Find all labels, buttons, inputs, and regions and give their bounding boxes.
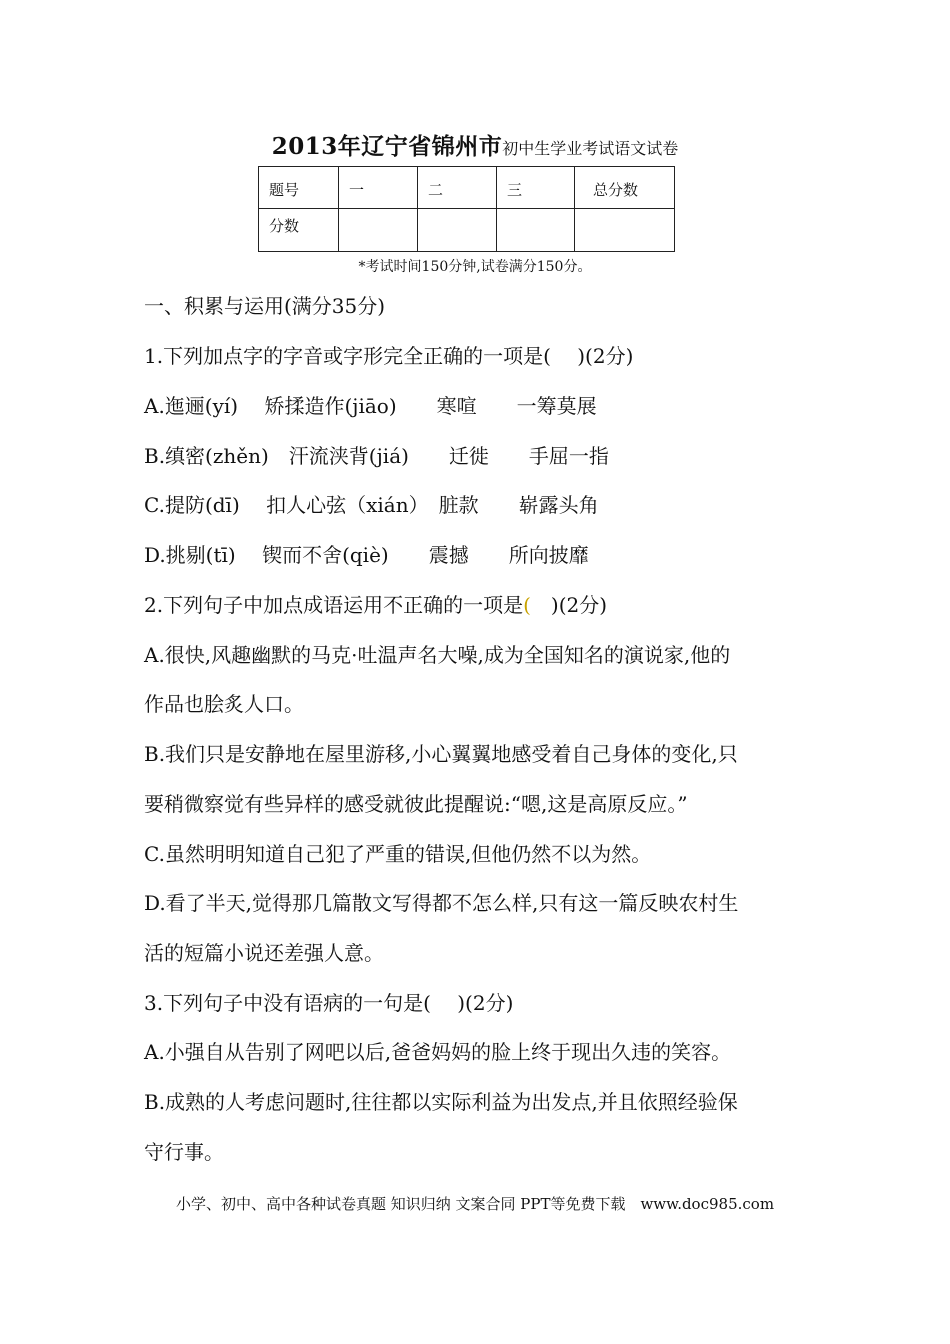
score-cell[interactable] xyxy=(339,209,418,252)
exam-title xyxy=(0,128,950,161)
score-table-header-row xyxy=(259,167,675,209)
exam-title-sub: 初中生学业考试语文试卷 xyxy=(502,139,679,158)
question-2-option-b-line2: 要稍微察觉有些异样的感受就彼此提醒说:“嗯,这是高原反应。” xyxy=(144,792,688,816)
score-cell[interactable] xyxy=(418,209,497,252)
score-cell[interactable] xyxy=(497,209,575,252)
score-header-cell: 题号 xyxy=(259,167,339,209)
question-2-stem-text: 2.下列句子中加点成语运用不正确的一项是 xyxy=(144,593,524,617)
question-1-option-d: D.挑剔(tī) 锲而不舍(qiè) 震撼 所向披靡 xyxy=(144,543,589,567)
score-header-cell: 二 xyxy=(418,167,497,209)
question-1-option-c: C.提防(dī) 扣人心弦（xián） 脏款 崭露头角 xyxy=(144,493,599,517)
exam-note: *考试时间150分钟,试卷满分150分。 xyxy=(358,259,592,275)
question-1-option-b: B.缜密(zhěn) 汗流浃背(jiá) 迁徙 手屈一指 xyxy=(144,444,609,468)
score-table xyxy=(258,166,675,252)
question-1-option-a: A.迤逦(yí) 矫揉造作(jiāo) 寒喧 一筹莫展 xyxy=(144,394,597,418)
score-row-label: 分数 xyxy=(259,209,339,252)
page-footer: 小学、初中、高中各种试卷真题 知识归纳 文案合同 PPT等免费下载 www.doc985.com xyxy=(175,1195,775,1213)
question-2-option-a-line2: 作品也脍炙人口。 xyxy=(144,692,304,716)
section-heading: 一、积累与运用(满分35分) xyxy=(144,294,386,318)
score-header-cell: 总分数 xyxy=(575,167,675,209)
score-header-cell: 一 xyxy=(339,167,418,209)
question-2-option-d-line1: D.看了半天,觉得那几篇散文写得都不怎么样,只有这一篇反映农村生 xyxy=(144,891,739,915)
question-3-stem: 3.下列句子中没有语病的一句是( )(2分) xyxy=(144,991,514,1015)
score-table-score-row xyxy=(259,209,675,252)
score-cell[interactable] xyxy=(575,209,675,252)
question-2-option-a-line1: A.很快,风趣幽默的马克·吐温声名大噪,成为全国知名的演说家,他的 xyxy=(144,643,731,667)
question-2-stem xyxy=(144,589,607,618)
exam-title-main: 2013年辽宁省锦州市 xyxy=(271,133,503,160)
question-3-option-b-line2: 守行事。 xyxy=(144,1140,224,1164)
question-2-option-b-line1: B.我们只是安静地在屋里游移,小心翼翼地感受着自己身体的变化,只 xyxy=(144,742,738,766)
question-3-option-a: A.小强自从告别了网吧以后,爸爸妈妈的脸上终于现出久违的笑容。 xyxy=(144,1040,732,1064)
question-2-option-d-line2: 活的短篇小说还差强人意。 xyxy=(144,941,384,965)
question-1-stem: 1.下列加点字的字音或字形完全正确的一项是( )(2分) xyxy=(144,344,634,368)
question-2-option-c: C.虽然明明知道自己犯了严重的错误,但他仍然不以为然。 xyxy=(144,842,652,866)
question-2-stem-score: )(2分) xyxy=(530,593,608,617)
question-2-answer-paren: ( xyxy=(523,593,531,617)
question-3-option-b-line1: B.成熟的人考虑问题时,往往都以实际利益为出发点,并且依照经验保 xyxy=(144,1090,738,1114)
score-header-cell: 三 xyxy=(497,167,575,209)
